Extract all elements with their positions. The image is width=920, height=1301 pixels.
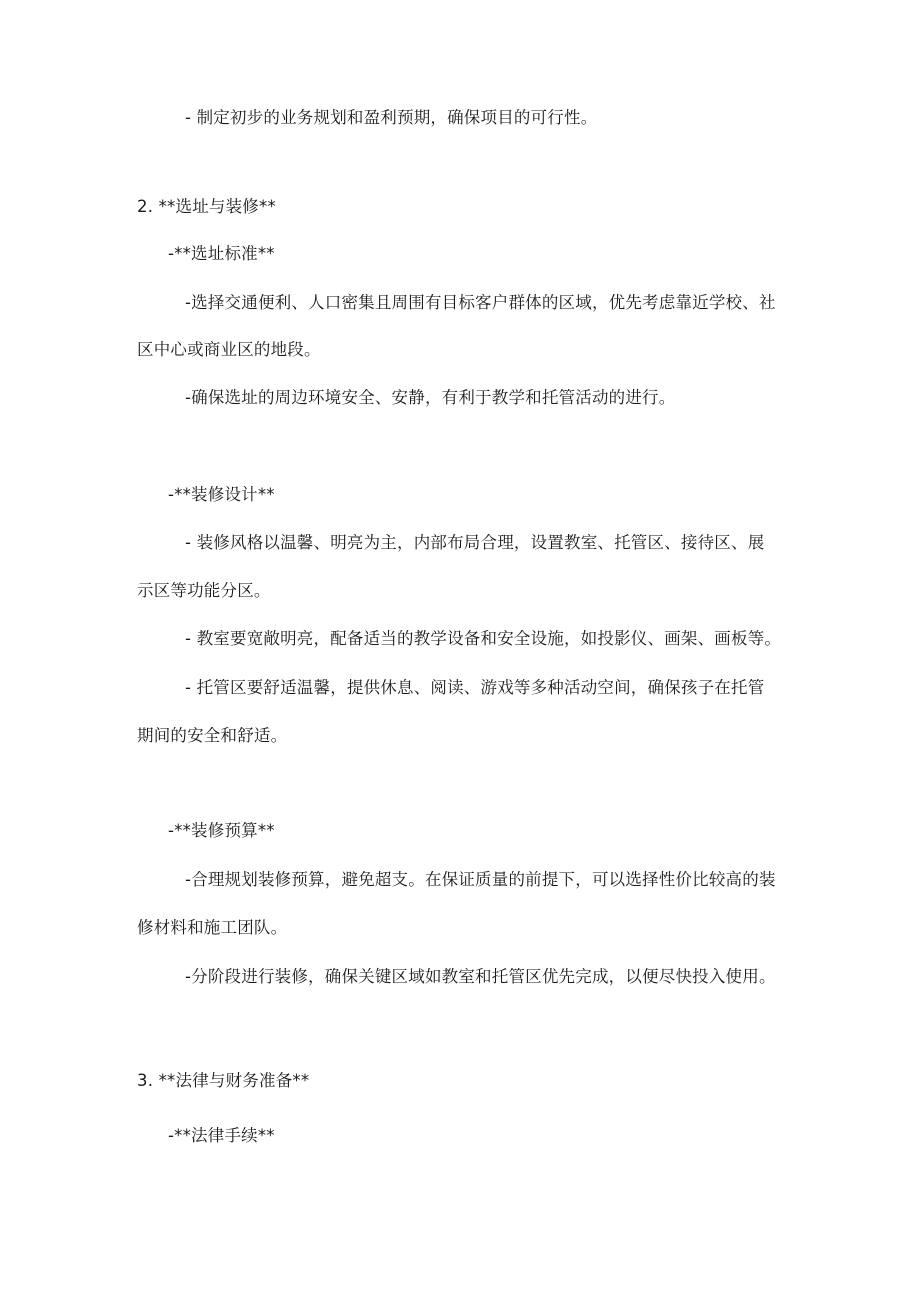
paragraph-design-style-line2: 示区等功能分区。 <box>137 581 271 600</box>
paragraph-care-area-line1: - 托管区要舒适温馨，提供休息、阅读、游戏等多种活动空间，确保孩子在托管 <box>185 678 765 697</box>
subheading-renovation-design: -**装修设计** <box>168 485 275 504</box>
subheading-renovation-budget: -**装修预算** <box>168 821 275 840</box>
subheading-legal-procedures: -**法律手续** <box>168 1126 275 1145</box>
bullet-business-plan: - 制定初步的业务规划和盈利预期，确保项目的可行性。 <box>185 108 598 127</box>
paragraph-classroom: - 教室要宽敞明亮，配备适当的教学设备和安全设施，如投影仪、画架、画板等。 <box>185 629 782 648</box>
paragraph-site-safety: -确保选址的周边环境安全、安静，有利于教学和托管活动的进行。 <box>185 388 676 407</box>
paragraph-site-criteria-line2: 区中心或商业区的地段。 <box>137 340 321 359</box>
paragraph-budget-line1: -合理规划装修预算，避免超支。在保证质量的前提下，可以选择性价比较高的装 <box>185 870 776 889</box>
section-heading-site-renovation: 2. **选址与装修** <box>137 197 276 216</box>
subheading-site-criteria: -**选址标准** <box>168 244 275 263</box>
paragraph-phased-renovation: -分阶段进行装修，确保关键区域如教室和托管区优先完成，以便尽快投入使用。 <box>185 967 776 986</box>
paragraph-site-criteria-line1: -选择交通便利、人口密集且周围有目标客户群体的区域，优先考虑靠近学校、社 <box>185 293 776 312</box>
section-heading-legal-finance: 3. **法律与财务准备** <box>137 1071 310 1090</box>
paragraph-design-style-line1: - 装修风格以温馨、明亮为主，内部布局合理，设置教室、托管区、接待区、展 <box>185 533 765 552</box>
paragraph-budget-line2: 修材料和施工团队。 <box>137 918 288 937</box>
paragraph-care-area-line2: 期间的安全和舒适。 <box>137 726 288 745</box>
